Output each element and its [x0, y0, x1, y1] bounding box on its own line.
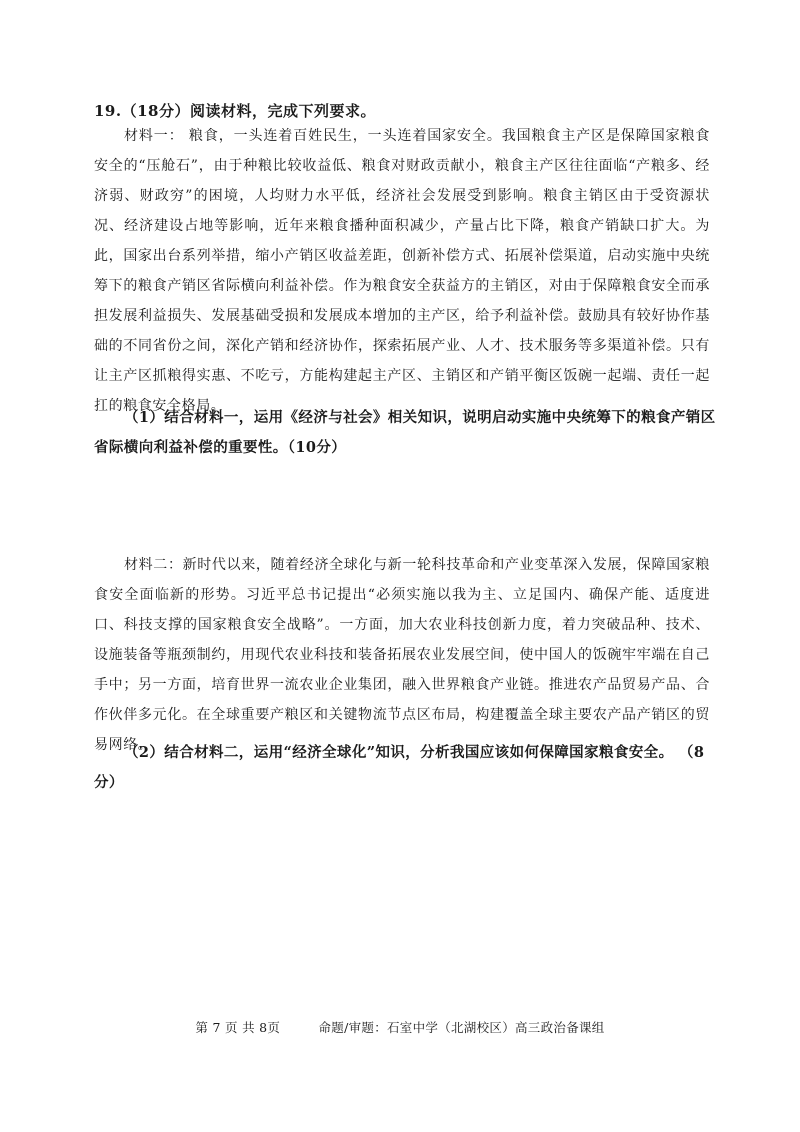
material-one-paragraph: 材料一： 粮食，一头连着百姓民生，一头连着国家安全。我国粮食主产区是保障国家粮食安全的“压舱石”，由于种粮比较收益低、粮食对财政贡献小，粮食主产区往往面临“产粮多、经济弱、财政穷”的困境，人均财力水平低，经济社会发展受到影响。粮食主销区由于受资源状况、经济建设占地等影响，近年来粮食播种面积减少，产量占比下降，粮食产销缺口扩大。为此，国家出台系列举措，缩小产销区收益差距，创新补偿方式、拓展补偿渠道，启动实施中央统筹下的粮食产销区省际横向利益补偿。作为粮食安全获益方的主销区，对由于保障粮食安全而承担发展利益损失、发展基础受损和发展成本增加的主产区，给予利益补偿。鼓励具有较好协作基础的不同省份之间，深化产销和经济协作，探索拓展产业、人才、技术服务等多渠道补偿。只有让主产区抓粮得实惠、不吃亏，方能构建起主产区、主销区和产销平衡区饭碗一起端、责任一起扛的粮食安全格局。 — [94, 128, 710, 414]
question-title: 19.（18分）阅读材料，完成下列要求。 — [94, 102, 376, 120]
sub-question-one: （1）结合材料一，运用《经济与社会》相关知识，说明启动实施中央统筹下的粮食产销区省际横向利益补偿的重要性。（10分） — [94, 409, 716, 456]
material-two-paragraph: 材料二：新时代以来，随着经济全球化与新一轮科技革命和产业变革深入发展，保障国家粮食安全面临新的形势。习近平总书记提出“必须实施以我为主、立足国内、确保产能、适度进口、科技支撑的国家粮食安全战略”。一方面，加大农业科技创新力度，着力突破品种、技术、设施装备等瓶颈制约，用现代农业科技和装备拓展农业发展空间，使中国人的饭碗牢牢端在自己手中；另一方面，培育世界一流农业企业集团，融入世界粮食产业链。推进农产品贸易产品、合作伙伴多元化。在全球重要产粮区和关键物流节点区布局，构建覆盖全球主要农产品产销区的贸易网络。 — [94, 557, 710, 753]
footer-source: 命题/审题：石室中学（北湖校区）高三政治备课组 — [318, 1020, 605, 1035]
sub-question-two: （2）结合材料二，运用“经济全球化”知识，分析我国应该如何保障国家粮食安全。 （8分） — [94, 744, 705, 791]
page-footer — [0, 1018, 800, 1036]
page-number: 第 7 页 共 8页 — [195, 1020, 281, 1035]
